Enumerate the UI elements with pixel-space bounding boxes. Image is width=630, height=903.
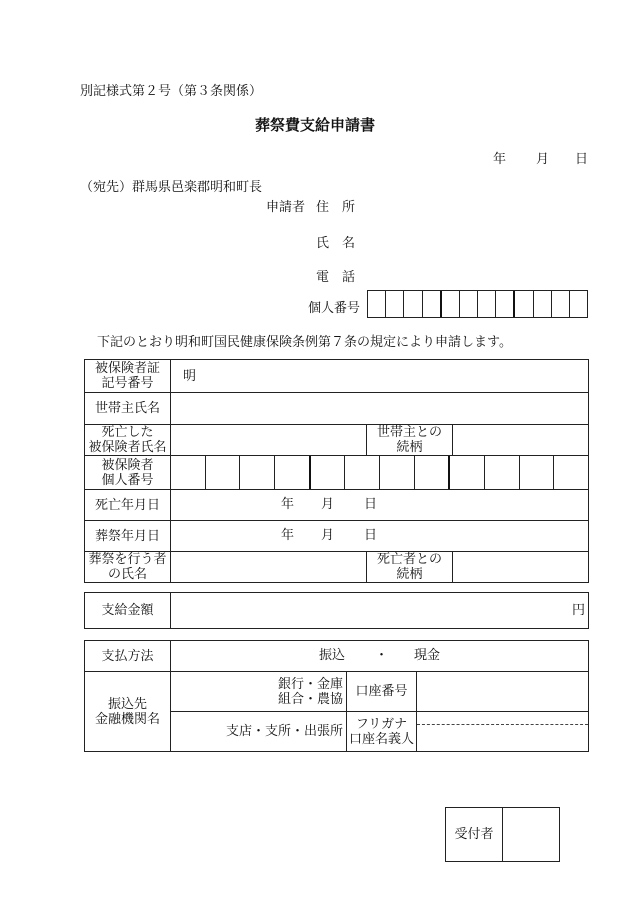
payment-table: [84, 640, 589, 752]
addressee: （宛先）群馬県邑楽郡明和町長: [80, 180, 263, 195]
cash-option[interactable]: 現金: [414, 648, 441, 663]
funeral-date-label: 葬祭年月日: [85, 521, 171, 552]
digit-box[interactable]: [171, 456, 206, 489]
digit-box[interactable]: [570, 291, 587, 317]
funeral-organizer-label: 葬祭を行う者 の氏名: [85, 552, 171, 583]
death-date-field[interactable]: 年 月 日: [171, 490, 589, 521]
death-date-label: 死亡年月日: [85, 490, 171, 521]
funeral-date-field[interactable]: 年 月 日: [171, 521, 589, 552]
insured-cert-field[interactable]: [171, 360, 589, 393]
account-number-label: 口座番号: [347, 672, 417, 712]
yen-unit: 円: [571, 603, 585, 618]
deceased-info-table: [84, 359, 589, 583]
relation-deceased-label: 死亡者との 続柄: [367, 552, 453, 583]
digit-box[interactable]: [206, 456, 241, 489]
digit-box[interactable]: [380, 456, 415, 489]
digit-box[interactable]: [240, 456, 275, 489]
householder-name-label: 世帯主氏名: [85, 393, 171, 425]
digit-box[interactable]: [442, 291, 460, 317]
amount-label: 支給金額: [85, 593, 171, 629]
receipt-stamp-field[interactable]: [503, 808, 560, 862]
applicant-name-label: 氏 名: [316, 236, 356, 251]
date-day[interactable]: 日: [575, 152, 589, 167]
digit-box[interactable]: [386, 291, 404, 317]
page-title: 葬祭費支給申請書: [254, 116, 375, 134]
relation-householder-label: 世帯主との 続柄: [367, 425, 453, 456]
digit-box[interactable]: [515, 291, 533, 317]
insured-cert-label: 被保険者証 記号番号: [85, 360, 171, 393]
amount-table: [84, 592, 589, 629]
applicant-mynumber-label: 個人番号: [308, 301, 361, 316]
account-number-field[interactable]: [417, 672, 589, 712]
deceased-name-label: 死亡した 被保険者氏名: [85, 425, 171, 456]
option-separator: ・: [375, 648, 389, 663]
digit-box[interactable]: [534, 291, 552, 317]
digit-box[interactable]: [485, 456, 520, 489]
account-holder-label: フリガナ 口座名義人: [347, 712, 417, 752]
digit-box[interactable]: [554, 456, 588, 489]
digit-box[interactable]: [460, 291, 478, 317]
date-month[interactable]: 月: [536, 152, 550, 167]
applicant-label: 申請者: [266, 200, 306, 215]
payment-method-label: 支払方法: [85, 641, 171, 672]
applicant-address-label: 住 所: [316, 200, 356, 215]
payment-method-field[interactable]: [171, 641, 589, 672]
applicant-phone-label: 電 話: [316, 270, 356, 285]
digit-box[interactable]: [404, 291, 422, 317]
insured-cert-prefix: 明: [183, 368, 197, 384]
insured-number-label: 被保険者 個人番号: [85, 456, 171, 490]
relation-deceased-field[interactable]: [453, 552, 589, 583]
form-reference: 別記様式第２号（第３条関係）: [80, 84, 263, 99]
digit-box[interactable]: [275, 456, 311, 489]
householder-name-field[interactable]: [171, 393, 589, 425]
digit-box[interactable]: [423, 291, 442, 317]
statement-text: 下記のとおり明和町国民健康保険条例第７条の規定により申請します。: [97, 335, 512, 350]
branch-name-field[interactable]: 支店・支所・出張所: [171, 712, 347, 752]
bank-name-field[interactable]: 銀行・金庫 組合・農協: [171, 672, 347, 712]
relation-householder-field[interactable]: [453, 425, 589, 456]
digit-box[interactable]: [478, 291, 496, 317]
bank-label: 振込先 金融機関名: [85, 672, 171, 752]
digit-box[interactable]: [520, 456, 555, 489]
applicant-mynumber-boxes[interactable]: [367, 290, 588, 318]
date-year[interactable]: 年: [493, 152, 507, 167]
amount-field[interactable]: [171, 593, 589, 629]
receipt-table: [445, 807, 560, 862]
digit-box[interactable]: [450, 456, 485, 489]
digit-box[interactable]: [368, 291, 386, 317]
receipt-label: 受付者: [446, 808, 503, 862]
deceased-name-field[interactable]: [171, 425, 367, 456]
digit-box[interactable]: [415, 456, 451, 489]
digit-box[interactable]: [496, 291, 515, 317]
digit-box[interactable]: [311, 456, 346, 489]
insured-number-boxes[interactable]: [171, 456, 589, 490]
digit-box[interactable]: [552, 291, 570, 317]
account-holder-field[interactable]: [417, 712, 589, 752]
transfer-option[interactable]: 振込: [319, 648, 346, 663]
furigana-divider: [417, 724, 588, 725]
digit-box[interactable]: [345, 456, 380, 489]
funeral-organizer-field[interactable]: [171, 552, 367, 583]
